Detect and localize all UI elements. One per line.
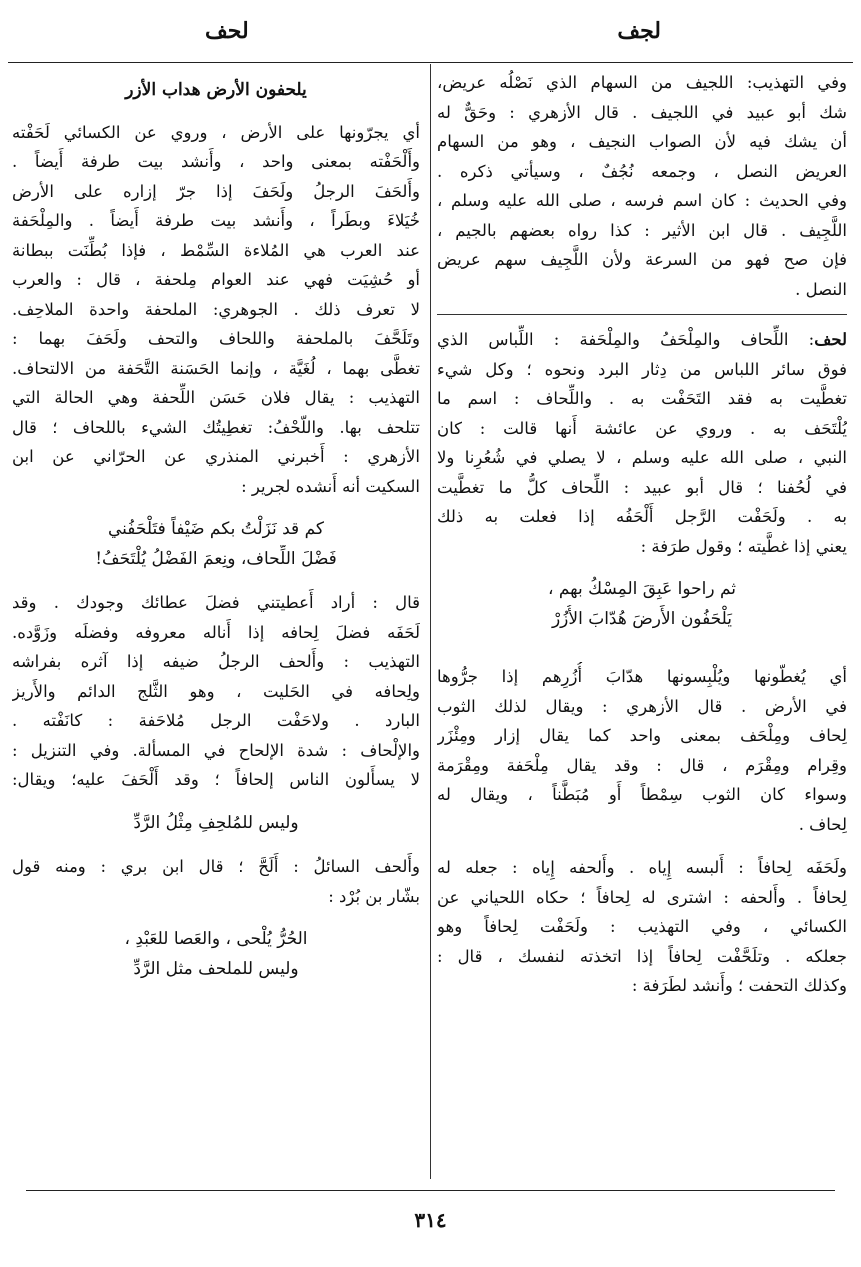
right-para-4 [437, 853, 847, 1001]
text-line: تتلحف بها. واللّحْفُ: تغطِيتُك الشيء باللحاف ؛ قال [12, 417, 420, 437]
text-line: أن يشك فيه لأن الصواب النجيف ، وهو من السهام [437, 132, 847, 151]
left-para-1 [12, 118, 420, 502]
text-line: عند العرب هي المُلاءة السِّمْط ، فإذا بُطِّنَت ببطانة [12, 240, 420, 260]
text-line: وسواء كان الثوب سِمْطاً أَو مُبَطَّناً ، ويقال له [437, 785, 847, 804]
text-line: البارد . ولاحَفْت الرجل مُلاحَفة : كانَفْته . [12, 711, 420, 730]
page-number: ٣١٤ [414, 1208, 447, 1232]
running-head-left: لحف [205, 18, 249, 44]
text-line: وأَلْحَفْته بمعنى واحد ، وأَنشد بيت طرفة أَيضاً . [12, 152, 420, 171]
text-line: الأزهري : أَخبرني المنذري عن الحرّاني عن ابن [12, 447, 420, 466]
text-line: وقِرام ومِقْرَم ، قال : وقد يقال مِلْحَفة ومِقْرَمة [437, 755, 847, 775]
text-line: ولِحافه في الحَليت ، وهو الثَّلج الدائم والأَريز [12, 681, 420, 701]
headword: لحف [814, 330, 847, 349]
text-line: لا يسأَلون الناس إلحافاً ؛ وقد أَلْحَفَ عليه؛ ويقال: [12, 770, 420, 789]
text-line: اللَّجِيف . قال ابن الأثير : كذا رواه بعضهم بالجيم ، [437, 220, 847, 240]
text-line: تغطَّيت به فقد التَحَفْت به . واللِّحاف : اسم ما [437, 389, 847, 408]
text-line: أو حُشِيَت فهي عند العوام مِلحفة ، قال : والعرب [12, 270, 420, 289]
left-column [12, 68, 420, 984]
text-line: لِحاف . [798, 814, 847, 834]
footer-rule [26, 1190, 835, 1191]
running-head-right: لجف [617, 18, 661, 44]
text-line: التهذيب : يقال فلان حَسَن اللِّحفة وهي الحالة التي [12, 388, 420, 407]
text-line: خُيَلاءَ وبطَراً ، وأَنشد بيت طرفة أَيضاً . والمِلْحَفة [12, 211, 420, 230]
text-line: يعني إذا غطَّيته ؛ وقول طرَفة : [640, 536, 847, 556]
left-para-3 [12, 852, 420, 911]
header-rule [8, 62, 853, 63]
text-line: النصل . [795, 279, 847, 299]
text-line: لا تعرف ذلك . الجوهري: الملحفة واحدة الملاحِف. [12, 299, 420, 319]
text-line: وتَلَحَّفَ بالملحفة واللحاف والتحف ولَحَفَ بهما : [12, 329, 420, 348]
verse-line: الحُرُّ يُلْحى ، والعَصا للعَبْدِ ، [124, 929, 308, 949]
text-line: فإن صح فهو من السرعة ولأن اللَّجِيف سهم عريض [437, 250, 847, 269]
text-line: لِحافاً . وأَلحفه : اشترى له لِحافاً ؛ حكاه اللحياني عن [437, 887, 847, 907]
right-column [437, 68, 847, 1001]
text-line: النبي ، صلى الله عليه وسلم ، لا يصلي في شُعُرِنا ولا [437, 448, 847, 467]
entry-lahf [437, 325, 847, 561]
text-line: وفي التهذيب: اللجيف من السهام الذي نَصْلُه عريض، [437, 73, 847, 92]
text-line: الكسائي ، وفي التهذيب : ولَحَفْت لِحافاً وهو [437, 917, 847, 936]
text-line: لِحاف ومِلْحَف بمعنى واحد كما يقال إزار ومِئْزَر [437, 726, 847, 745]
text-line: وأَلحف السائلُ : أَلَحَّ ؛ قال ابن بري : ومنه قول [12, 857, 420, 876]
verse-jarir [12, 515, 420, 574]
text-line: وفي الحديث : كان اسم فرسه ، صلى الله عليه وسلم ، [437, 191, 847, 210]
text-line: وأَلحَفَ الرجلُ ولَحَفَ إذا جرّ إزاره على الأرض [12, 181, 420, 201]
page-header [0, 18, 861, 58]
column-divider [430, 64, 431, 1179]
text-line: العريض النصل ، وجمعه نُجُفٌ ، وسيأتي ذكره . [437, 161, 847, 181]
text-line: فوق سائر اللباس من دِثار البرد ونحوه ؛ وكل شيء [437, 359, 847, 379]
text-line: لَحَفَه فضلَ لِحافه إذا أَناله معروفه وفضلَه وزَوَّده. [12, 622, 420, 642]
verse-bashshar [12, 925, 420, 984]
verse-line: يَلْحَفُون الأَرضَ هُدّابَ الأُزُرْ [551, 608, 733, 629]
verse-line: وليس للمُلحِفِ مِثْلُ الرَّدِّ [133, 812, 299, 833]
right-para-3 [437, 662, 847, 839]
verse-line: فَضْلَ اللِّحاف، ونِعمَ الفَضْلُ يُلْتَحَفُ! [95, 548, 337, 569]
text-line: وكذلك التحفت ؛ وأَنشد لطَرَفة : [631, 976, 847, 995]
text-line: قال : أراد أَعطيتني فضلَ عطائك وجودك . وقد [12, 593, 420, 612]
headword-definition: : اللِّحاف والمِلْحَفُ والمِلْحَفة : اللِّباس الذي [437, 330, 815, 349]
text-line: في لُحُفنا ؛ قال أبو عبيد : اللِّحاف كلُّ ما تغطَّيت [437, 477, 847, 497]
text-line: في الأرض . قال الأزهري : ويقال لذلك الثوب [437, 696, 847, 716]
text-line: تغطَّى بهما ، لُغَيَّة ، وإنما الحَسَنة التَّحَفة من الالتحاف. [12, 358, 420, 378]
text-line: أي يُغطّونها ويُلْبِسونها هدّابَ أُزُرِهم إذا جرُّوها [437, 667, 847, 686]
verse-mulhif [12, 809, 420, 839]
verse-tarafa [437, 575, 847, 634]
text-line: بشّار بن بُرْد : [328, 886, 420, 906]
text-line: به . ولَحَفْت الرَّجل أَلْحَفُه إذا فعلت به ذلك [437, 507, 847, 526]
verse-line: كم قد نَزَلْتُ بكم ضَيْفاً فتَلْحَفُني [108, 519, 324, 539]
text-line: ولَحَفَه لِحافاً : أَلبسه إِياه . وأَلحفه إِياه : جعله له [437, 858, 847, 877]
text-line: يُلْتَحَف به . وروي عن عائشة أَنها قالت : كان [437, 418, 847, 438]
right-para-1 [437, 68, 847, 304]
text-line: شك أبو عبيد في اللجيف . قال الأزهري : وحَقٌّ له [437, 102, 847, 122]
left-para-2 [12, 588, 420, 795]
text-line: والإلْحاف : شدة الإلحاح في المسألة. وفي التنزيل : [12, 740, 420, 760]
entry-separator [437, 314, 847, 315]
text-line: أي يجرّونها على الأرض ، وروي عن الكسائي لَحَفْته [12, 122, 420, 142]
text-line [437, 325, 847, 355]
text-line: السكيت أنه أَنشده لجرير : [241, 476, 420, 496]
text-line: جعلكه . وتلَحَّفْت لِحافاً إذا اتخذته لنفسك ، قال : [437, 946, 847, 966]
verse-line: وليس للملحف مثل الرَّدِّ [133, 958, 299, 979]
verse-line: ثم راحوا عَبِقَ المِسْكُ بهم ، [547, 579, 737, 599]
verse-heading: يلحفون الأرض هداب الأزر [125, 80, 307, 100]
text-line: التهذيب : وأَلحف الرجلُ ضيفه إذا آثره بفراشه [12, 652, 420, 671]
